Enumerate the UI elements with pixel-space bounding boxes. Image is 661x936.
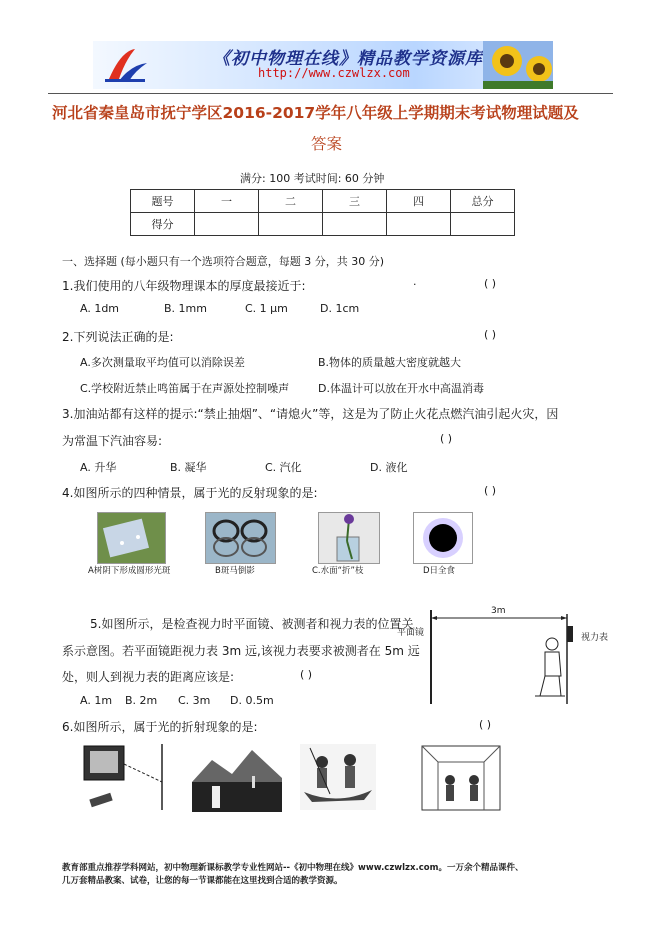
- score-table: [130, 189, 515, 236]
- question-2-stem: 2.下列说法正确的是:: [62, 330, 174, 344]
- exam-meta: 满分: 100 考试时间: 60 分钟: [240, 172, 385, 185]
- shadow-landscape-image: [192, 742, 282, 812]
- solar-eclipse-image: [414, 513, 472, 563]
- answer-blank: ( ): [479, 718, 492, 731]
- answer-blank: ( ): [484, 484, 497, 497]
- document-title-cont: 答案: [311, 135, 343, 153]
- option: D. 0.5m: [230, 694, 274, 707]
- table-row-label: 得分: [131, 213, 195, 236]
- option: D.体温计可以放在开水中高温消毒: [318, 382, 484, 395]
- figure-caption: A树阴下形成圆形光斑: [88, 566, 171, 576]
- question-6-stem: 6.如图所示，属于光的折射现象的是:: [62, 720, 258, 734]
- score-cell: [451, 213, 515, 236]
- distance-label: 3m: [491, 606, 506, 616]
- site-logo: [101, 45, 151, 85]
- banner-url[interactable]: http://www.czwlzx.com: [258, 66, 410, 80]
- option: C. 3m: [178, 694, 211, 707]
- question-5-stem-cont: 处，则人到视力表的距离应该是:: [62, 670, 235, 684]
- table-header-cell: 四: [387, 190, 451, 213]
- page-footer: [62, 862, 622, 888]
- question-5-stem-cont: 系示意图。若平面镜距视力表 3m 远,该视力表要求被测者在 5m 远: [62, 644, 420, 658]
- option: A. 升华: [80, 461, 117, 474]
- score-cell: [195, 213, 259, 236]
- question-3-stem: 3.加油站都有这样的提示:“禁止抽烟”、“请熄火”等，这是为了防止火花点燃汽油引起火灾，因: [62, 407, 559, 421]
- option: A. 1dm: [80, 302, 120, 315]
- figure-caption: C.水面“折”枝: [312, 566, 364, 576]
- answer-blank: ( ): [440, 432, 453, 445]
- option: D. 1cm: [320, 302, 360, 315]
- option: C. 汽化: [265, 461, 302, 474]
- table-header-cell: 题号: [131, 190, 195, 213]
- tv-remote-image: [82, 742, 177, 812]
- zebra-reflection-image: [206, 513, 275, 563]
- answer-blank: ( ): [484, 328, 497, 341]
- question-1-dot: .: [413, 275, 417, 288]
- header-divider: [48, 93, 613, 94]
- photo-tree-shadow: [97, 512, 166, 564]
- table-header-cell: 二: [259, 190, 323, 213]
- figure-caption: D日全食: [423, 566, 456, 576]
- footer-line: 教育部重点推荐学科网站，初中物理新课标教学专业性网站--《初中物理在线》www.czwlzx.com。一万余个精品课件、: [62, 863, 524, 873]
- answer-blank: ( ): [300, 668, 313, 681]
- room-mirror-image: [418, 742, 504, 814]
- option: C.学校附近禁止鸣笛属于在声源处控制噪声: [80, 382, 290, 395]
- option: D. 液化: [370, 461, 408, 474]
- score-cell: [387, 213, 451, 236]
- photo-zebra: [205, 512, 276, 564]
- fishing-boat-image: [300, 744, 376, 810]
- table-header-cell: 三: [323, 190, 387, 213]
- question-3-stem-cont: 为常温下汽油容易:: [62, 434, 163, 448]
- figure-caption: B斑马倒影: [215, 566, 255, 576]
- option: B. 凝华: [170, 461, 207, 474]
- sunflower-image: [483, 41, 553, 89]
- eye-chart-label: 视力表: [581, 633, 609, 643]
- section-heading: 一、选择题 (每小题只有一个选项符合题意，每题 3 分，共 30 分): [62, 255, 385, 268]
- document-title: 河北省秦皇岛市抚宁学区2016-2017学年八年级上学期期末考试物理试题及: [52, 104, 579, 122]
- option: B. 2m: [125, 694, 158, 707]
- photo-vase: [318, 512, 380, 564]
- bent-stem-image: [319, 513, 379, 563]
- eye-test-diagram: [395, 606, 635, 706]
- footer-line: 几万套精品教案、试卷，让您的每一节课都能在这里找到合适的教学资源。: [62, 876, 343, 886]
- answer-blank: ( ): [484, 277, 497, 290]
- photo-eclipse: [413, 512, 473, 564]
- tree-shadow-image: [98, 513, 165, 563]
- header-banner: [93, 41, 553, 89]
- banner-title: 《初中物理在线》精品教学资源库: [213, 49, 483, 69]
- option: B. 1mm: [164, 302, 207, 315]
- question-5-stem: 5.如图所示，是检查视力时平面镜、被测者和视力表的位置关: [90, 617, 414, 631]
- option: B.物体的质量越大密度就越大: [318, 356, 462, 369]
- question-4-stem: 4.如图所示的四种情景，属于光的反射现象的是:: [62, 486, 318, 500]
- table-header-cell: 一: [195, 190, 259, 213]
- option: C. 1 μm: [245, 302, 288, 315]
- score-cell: [259, 213, 323, 236]
- table-header-cell: 总分: [451, 190, 515, 213]
- option: A.多次测量取平均值可以消除误差: [80, 356, 245, 369]
- option: A. 1m: [80, 694, 113, 707]
- table-row: [131, 213, 515, 236]
- score-cell: [323, 213, 387, 236]
- table-row: [131, 190, 515, 213]
- mirror-label: 平面镜: [397, 628, 425, 638]
- question-1-stem: 1.我们使用的八年级物理课本的厚度最接近于:: [62, 279, 306, 293]
